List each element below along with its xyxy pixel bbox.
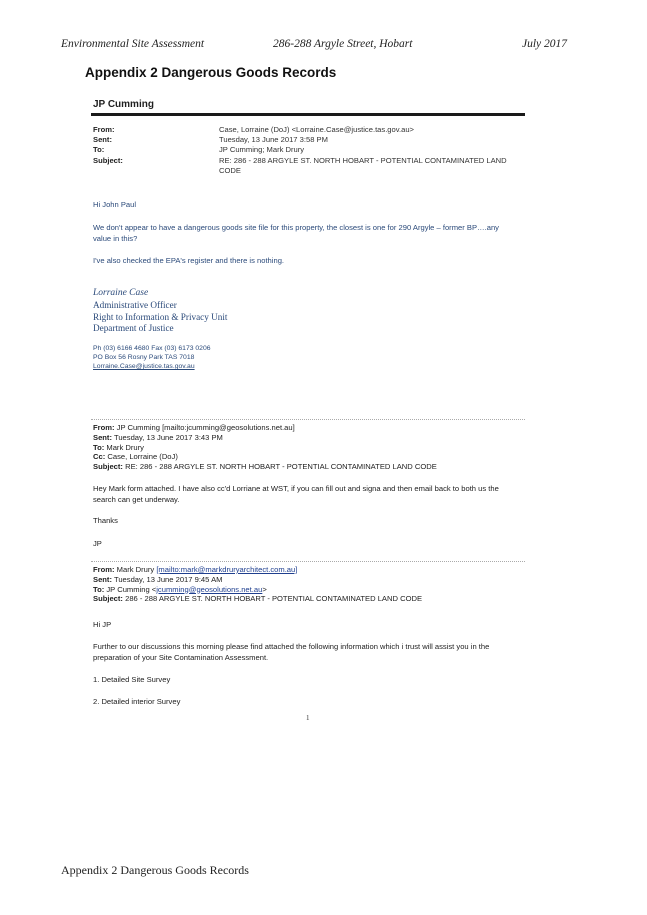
email-greeting: Hi John Paul: [93, 200, 137, 209]
to-value: JP Cumming; Mark Drury: [219, 145, 305, 154]
fw2-sent-label: Sent:: [93, 574, 112, 584]
fw2-subject-label: Subject:: [93, 594, 123, 604]
header-right: July 2017: [522, 38, 568, 50]
fw2-item-1: 1. Detailed Site Survey: [93, 675, 171, 684]
signature-address: PO Box 56 Rosny Park TAS 7018: [93, 354, 195, 361]
page-title: Appendix 2 Dangerous Goods Records: [85, 65, 337, 80]
fw2-sent-value: Tuesday, 13 June 2017 9:45 AM: [113, 574, 223, 584]
fw2-to-label: To:: [93, 584, 105, 594]
from-value: Case, Lorraine (DoJ) <Lorraine.Case@justice.tas.gov.au>: [219, 125, 414, 134]
page-number: 1: [306, 714, 310, 722]
email-para1: We don't appear to have a dangerous goods site file for this property, the closest is one for 290 Argyle – former BP….any value in this?: [93, 223, 499, 243]
signature-role: Administrative Officer: [93, 300, 177, 310]
subject-label: Subject:: [93, 156, 123, 165]
to-label: To:: [93, 145, 105, 154]
fw1-header: [93, 423, 437, 472]
fw1-sent-label: Sent:: [93, 432, 112, 442]
header-left: Environmental Site Assessment: [61, 38, 205, 50]
fw1-to-value: Mark Drury: [106, 442, 144, 452]
fw2-to-link[interactable]: jcumming@geosolutions.net.au: [156, 584, 263, 594]
signature-dept: Department of Justice: [93, 323, 174, 333]
fw2-from-label: From:: [93, 565, 115, 574]
fw1-sent-value: Tuesday, 13 June 2017 3:43 PM: [113, 432, 223, 442]
fw1-sign: JP: [93, 539, 102, 548]
fw1-cc-label: Cc:: [93, 452, 106, 462]
separator-1: [91, 419, 525, 420]
fw2-greeting: Hi JP: [93, 620, 112, 629]
fw2-item-2: 2. Detailed interior Survey: [93, 697, 181, 706]
signature-phone: Ph (03) 6166 4680 Fax (03) 6173 0206: [93, 345, 211, 352]
separator-2: [91, 561, 525, 562]
header-center: 286-288 Argyle Street, Hobart: [273, 38, 413, 50]
fw1-from-label: From:: [93, 423, 115, 432]
fw1-subject-label: Subject:: [93, 462, 123, 472]
signature-email-link[interactable]: Lorraine.Case@justice.tas.gov.au: [93, 363, 195, 370]
sent-label: Sent:: [93, 135, 112, 144]
fw2-header: [93, 565, 422, 604]
header-rule: [91, 113, 525, 116]
fw1-thanks: Thanks: [93, 516, 118, 525]
page-footer: Appendix 2 Dangerous Goods Records: [61, 863, 249, 877]
from-label: From:: [93, 125, 115, 134]
email-para2: I've also checked the EPA's register and there is nothing.: [93, 256, 285, 265]
fw1-cc-value: Case, Lorraine (DoJ): [107, 452, 178, 462]
fw1-body: Hey Mark form attached. I have also cc'd Lorriane at WST, if you can fill out and signa and then email back to both us the search can get underway.: [93, 484, 499, 504]
signature-name: Lorraine Case: [93, 288, 149, 298]
sent-value: Tuesday, 13 June 2017 3:58 PM: [219, 135, 328, 144]
fw1-from-value: JP Cumming [mailto:jcumming@geosolutions.net.au]: [116, 423, 295, 432]
fw2-from-name: Mark Drury: [116, 565, 155, 574]
fw1-to-label: To:: [93, 442, 105, 452]
signature-unit: Right to Information & Privacy Unit: [93, 312, 228, 322]
fw2-to-close: >: [262, 584, 267, 594]
fw2-body: Further to our discussions this morning please find attached the following information which i trust will assist you in the preparation of your Site Contamination Assessment.: [93, 642, 490, 662]
fw2-from-link[interactable]: [mailto:mark@markdruryarchitect.com.au]: [156, 565, 298, 574]
fw2-to-name: JP Cumming <: [106, 584, 157, 594]
fw2-subject-value: 286 - 288 ARGYLE ST. NORTH HOBART - POTENTIAL CONTAMINATED LAND CODE: [125, 594, 423, 604]
fw1-subject-value: RE: 286 - 288 ARGYLE ST. NORTH HOBART - POTENTIAL CONTAMINATED LAND CODE: [125, 462, 437, 472]
subject-value: RE: 286 - 288 ARGYLE ST. NORTH HOBART - POTENTIAL CONTAMINATED LAND CODE: [219, 156, 507, 175]
email-owner: JP Cumming: [93, 99, 154, 110]
